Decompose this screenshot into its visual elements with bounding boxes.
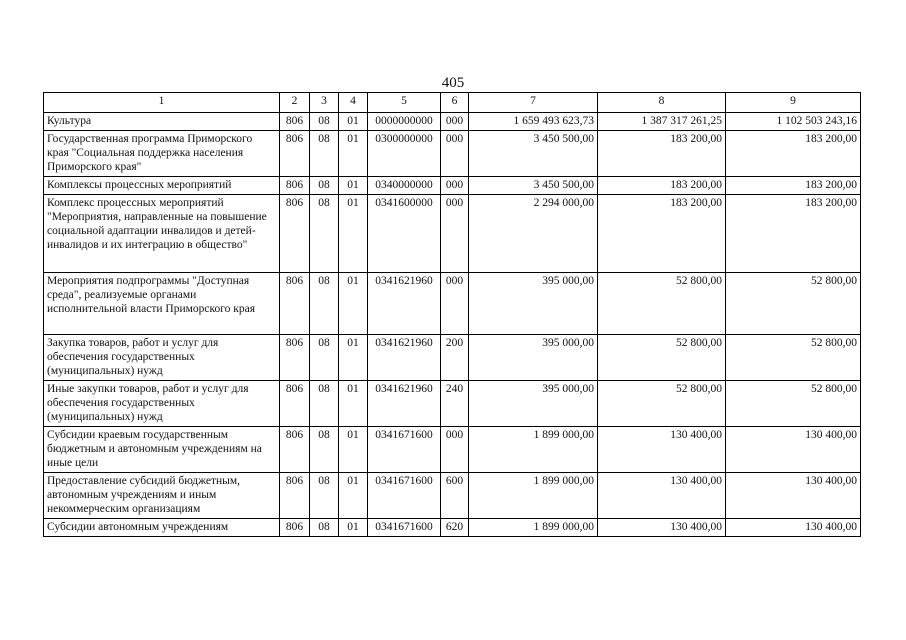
expense-type-code: 000 [441,131,469,177]
section-code: 08 [310,519,339,537]
ministry-code: 806 [280,113,310,131]
table-row [44,381,861,427]
section-code: 08 [310,335,339,381]
column-header: 5 [368,93,441,113]
amount-col8: 183 200,00 [598,195,726,273]
expense-type-code: 240 [441,381,469,427]
row-name: Комплексы процессных мероприятий [44,177,280,195]
amount-col9: 1 102 503 243,16 [726,113,861,131]
subsection-code: 01 [339,381,368,427]
subsection-code: 01 [339,273,368,335]
expense-type-code: 000 [441,195,469,273]
row-name: Мероприятия подпрограммы "Доступная среда", реализуемые органами исполнительной власти Приморского края [44,273,280,335]
amount-col9: 52 800,00 [726,381,861,427]
ministry-code: 806 [280,427,310,473]
amount-col8: 52 800,00 [598,381,726,427]
subsection-code: 01 [339,177,368,195]
amount-col7: 2 294 000,00 [469,195,598,273]
amount-col8: 130 400,00 [598,427,726,473]
amount-col7: 395 000,00 [469,335,598,381]
amount-col7: 395 000,00 [469,381,598,427]
amount-col8: 1 387 317 261,25 [598,113,726,131]
amount-col8: 130 400,00 [598,473,726,519]
column-header: 3 [310,93,339,113]
table-row [44,335,861,381]
section-code: 08 [310,381,339,427]
row-name: Комплекс процессных мероприятий "Мероприятия, направленные на повышение социальной адаптации инвалидов и детей-инвалидов и их интеграцию в общество" [44,195,280,273]
target-article-code: 0341621960 [368,273,441,335]
amount-col8: 183 200,00 [598,177,726,195]
amount-col9: 130 400,00 [726,519,861,537]
amount-col7: 3 450 500,00 [469,177,598,195]
ministry-code: 806 [280,519,310,537]
row-name: Закупка товаров, работ и услуг для обеспечения государственных (муниципальных) нужд [44,335,280,381]
amount-col7: 3 450 500,00 [469,131,598,177]
row-name: Государственная программа Приморского края "Социальная поддержка населения Приморского края" [44,131,280,177]
column-header: 6 [441,93,469,113]
expense-type-code: 000 [441,113,469,131]
section-code: 08 [310,427,339,473]
column-header: 7 [469,93,598,113]
ministry-code: 806 [280,273,310,335]
subsection-code: 01 [339,473,368,519]
section-code: 08 [310,273,339,335]
amount-col7: 1 659 493 623,73 [469,113,598,131]
amount-col9: 130 400,00 [726,427,861,473]
target-article-code: 0341671600 [368,519,441,537]
expense-type-code: 600 [441,473,469,519]
expense-type-code: 000 [441,273,469,335]
table-row [44,519,861,537]
row-name: Предоставление субсидий бюджетным, автономным учреждениям и иным некоммерческим организациям [44,473,280,519]
expense-type-code: 000 [441,177,469,195]
target-article-code: 0341671600 [368,473,441,519]
amount-col9: 130 400,00 [726,473,861,519]
table-row [44,427,861,473]
table-row [44,473,861,519]
subsection-code: 01 [339,195,368,273]
ministry-code: 806 [280,381,310,427]
row-name: Иные закупки товаров, работ и услуг для обеспечения государственных (муниципальных) нужд [44,381,280,427]
amount-col9: 52 800,00 [726,335,861,381]
table-row [44,195,861,273]
amount-col9: 183 200,00 [726,195,861,273]
ministry-code: 806 [280,195,310,273]
row-name: Субсидии краевым государственным бюджетным и автономным учреждениям на иные цели [44,427,280,473]
section-code: 08 [310,131,339,177]
section-code: 08 [310,195,339,273]
amount-col9: 183 200,00 [726,177,861,195]
column-header: 4 [339,93,368,113]
target-article-code: 0341621960 [368,335,441,381]
amount-col7: 1 899 000,00 [469,473,598,519]
page-number: 405 [441,75,465,91]
ministry-code: 806 [280,177,310,195]
budget-table [43,92,861,537]
row-name: Культура [44,113,280,131]
amount-col8: 130 400,00 [598,519,726,537]
target-article-code: 0341621960 [368,381,441,427]
column-header: 1 [44,93,280,113]
ministry-code: 806 [280,335,310,381]
subsection-code: 01 [339,113,368,131]
amount-col7: 1 899 000,00 [469,519,598,537]
expense-type-code: 200 [441,335,469,381]
column-header: 9 [726,93,861,113]
ministry-code: 806 [280,131,310,177]
subsection-code: 01 [339,427,368,473]
row-name: Субсидии автономным учреждениям [44,519,280,537]
amount-col9: 52 800,00 [726,273,861,335]
table-row [44,113,861,131]
subsection-code: 01 [339,335,368,381]
expense-type-code: 620 [441,519,469,537]
amount-col8: 52 800,00 [598,335,726,381]
target-article-code: 0341671600 [368,427,441,473]
target-article-code: 0000000000 [368,113,441,131]
section-code: 08 [310,177,339,195]
expense-type-code: 000 [441,427,469,473]
header-row [44,93,861,113]
subsection-code: 01 [339,519,368,537]
ministry-code: 806 [280,473,310,519]
target-article-code: 0341600000 [368,195,441,273]
amount-col8: 183 200,00 [598,131,726,177]
table-row [44,273,861,335]
table-row [44,131,861,177]
section-code: 08 [310,473,339,519]
column-header: 2 [280,93,310,113]
amount-col9: 183 200,00 [726,131,861,177]
table-row [44,177,861,195]
section-code: 08 [310,113,339,131]
column-header: 8 [598,93,726,113]
target-article-code: 0300000000 [368,131,441,177]
subsection-code: 01 [339,131,368,177]
target-article-code: 0340000000 [368,177,441,195]
amount-col8: 52 800,00 [598,273,726,335]
amount-col7: 395 000,00 [469,273,598,335]
amount-col7: 1 899 000,00 [469,427,598,473]
